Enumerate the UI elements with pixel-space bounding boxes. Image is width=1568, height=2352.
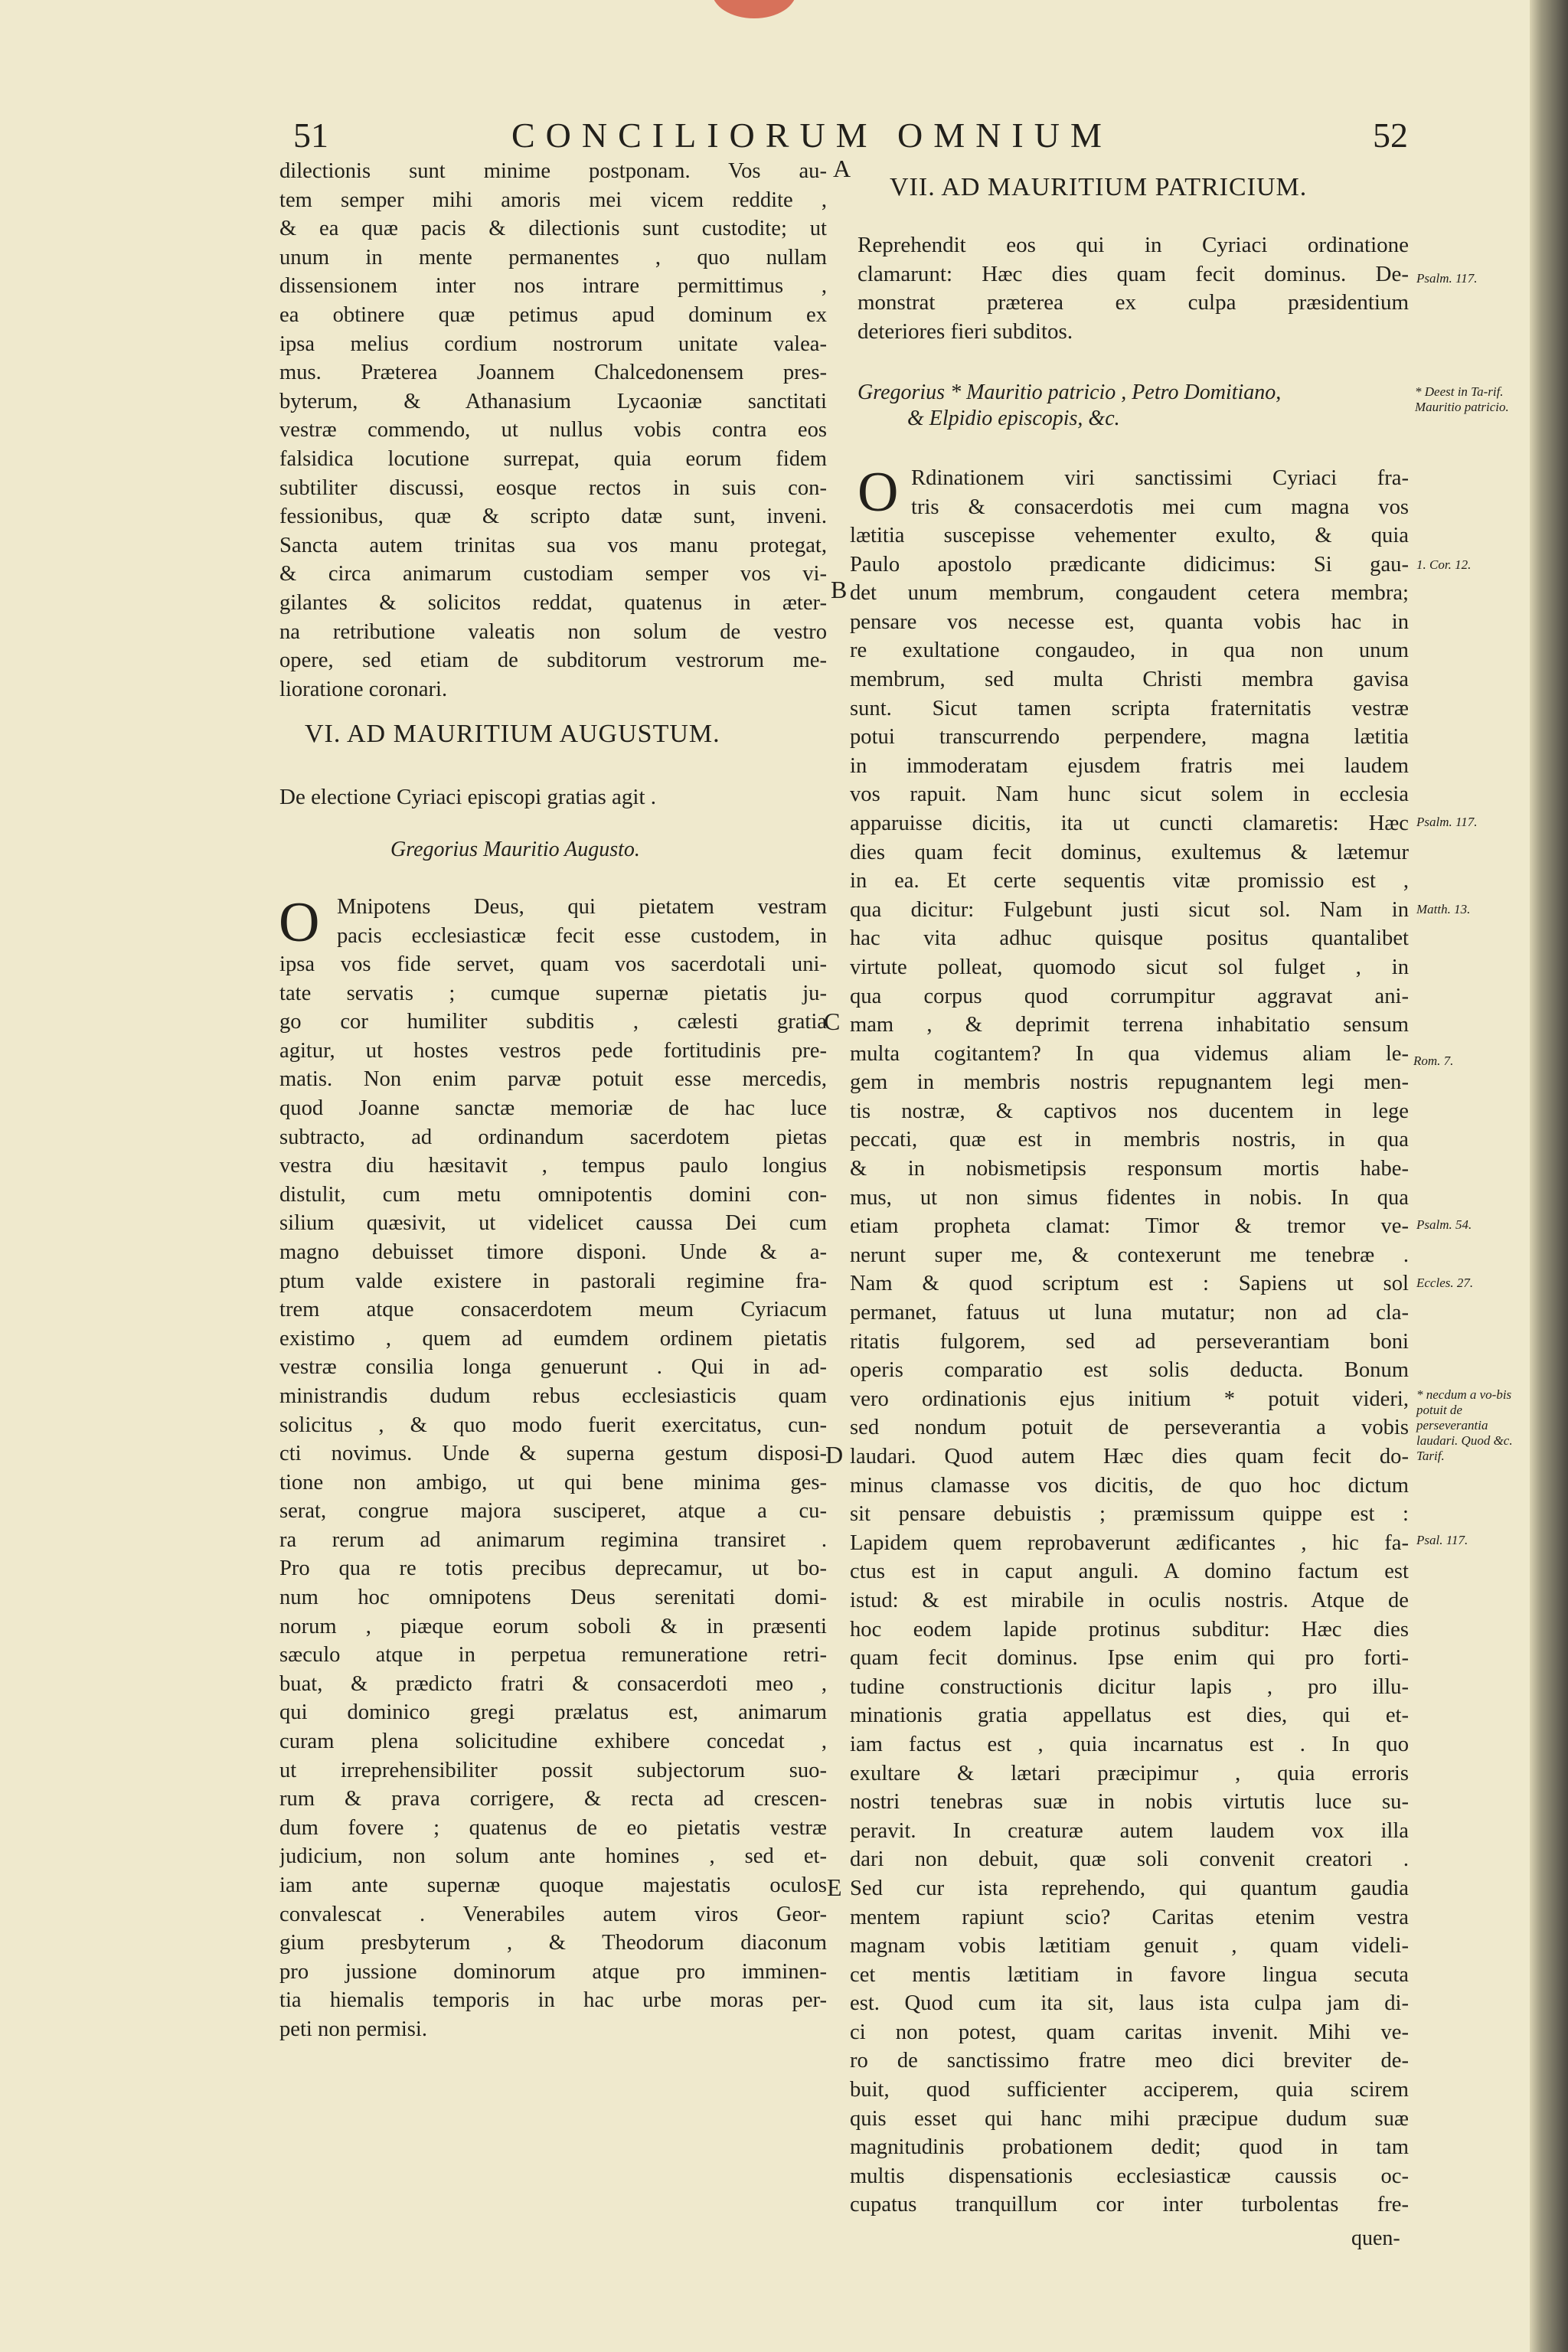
text-line: iam factus est , quia incarnatus est . In quo	[850, 1732, 1409, 1756]
text-line: vestræ commendo, ut nullus vobis contra eos	[279, 418, 827, 443]
text-line: tudine constructionis dicitur lapis , pro illu-	[850, 1674, 1409, 1699]
text-line: laudari. Quod autem Hæc dies quam fecit do-	[850, 1445, 1409, 1468]
right-body-text	[850, 521, 1409, 2220]
text-line: iam ante supernæ quoque majestatis oculos	[279, 1873, 827, 1897]
text-line: det unum membrum, congaudent cetera membra;	[850, 581, 1409, 606]
text-line: istud: & est mirabile in oculis nostris. Atque de	[850, 1588, 1409, 1612]
section-letter-a: A	[833, 155, 851, 182]
text-line: tis nostræ, & captivos nos ducentem in lege	[850, 1099, 1409, 1123]
text-line: lætitia suscepisse vehementer exulto, & quia	[850, 524, 1409, 547]
text-line: vero ordinationis ejus initium * potuit videri,	[850, 1387, 1409, 1411]
text-line: gem in membris nostris repugnantem legi men-	[850, 1070, 1409, 1095]
text-line: hac vita adhuc quisque positus quantalibet	[850, 926, 1409, 951]
text-line: & in nobismetipsis responsum mortis habe-	[850, 1157, 1409, 1181]
text-line: serat, congrue majora susciperet, atque a cu-	[279, 1499, 827, 1524]
page-number-left: 51	[293, 116, 328, 155]
book-page-edge	[1530, 0, 1568, 2352]
text-line: existimo , quem ad eumdem ordinem pietatis	[279, 1326, 827, 1351]
text-line: ea obtinere quæ petimus apud dominum ex	[279, 302, 827, 327]
text-line: Sed cur ista reprehendo, qui quantum gaudia	[850, 1876, 1409, 1900]
text-line: vestræ consilia longa genuerunt . Qui in ad-	[279, 1355, 827, 1380]
margin-note: * Deest in Ta-rif. Mauritio patricio.	[1415, 384, 1509, 414]
text-line: virtute polleat, quomodo sicut sol fulget , in	[850, 955, 1409, 979]
text-line: qua dicitur: Fulgebunt justi sicut sol. Nam in	[850, 897, 1409, 922]
section-letter-d: D	[825, 1441, 844, 1468]
text-line: tris & consacerdotis mei cum magna vos	[911, 495, 1409, 519]
text-line: exultare & lætari præcipimur , quia erroris	[850, 1761, 1409, 1785]
text-line: ci non potest, quam caritas invenit. Mihi ve-	[850, 2020, 1409, 2044]
running-title: CONCILIORUM OMNIUM	[511, 116, 1112, 155]
text-line: opere, sed etiam de subditorum vestrorum me-	[279, 648, 827, 673]
text-line: ro de sanctissimo fratre meo dici breviter de-	[850, 2049, 1409, 2073]
left-letter-address: Gregorius Mauritio Augusto.	[390, 838, 640, 861]
text-line: ut irreprehensibiliter possit subjectorum suo-	[279, 1758, 827, 1782]
text-line: minus clamasse vos dicitis, de quo hoc dictum	[850, 1473, 1409, 1498]
margin-note: Eccles. 27.	[1416, 1276, 1474, 1290]
text-line: Sancta autem trinitas sua vos manu protegat,	[279, 533, 827, 557]
text-line: quis esset qui hanc mihi præcipue dudum suæ	[850, 2106, 1409, 2131]
text-line: buat, & prædicto fratri & consacerdoti meo ,	[279, 1671, 827, 1696]
right-letter-summary	[858, 231, 1409, 346]
text-line: vestra diu hæsitavit , tempus paulo longius	[279, 1154, 827, 1178]
text-line: subtracto, ad ordinandum sacerdotem pietas	[279, 1125, 827, 1149]
text-line: byterum, & Athanasium Lycaoniæ sanctitati	[279, 389, 827, 413]
text-line: Mnipotens Deus, qui pietatem vestram	[337, 895, 827, 919]
text-line: peti non permisi.	[279, 2017, 427, 2041]
section-letter-c: C	[824, 1008, 841, 1035]
text-line: quam fecit dominus. Ipse enim qui pro forti-	[850, 1646, 1409, 1671]
text-line: cupatus tranquillum cor inter turbolentas fre-	[850, 2193, 1409, 2217]
margin-note: Psalm. 54.	[1416, 1217, 1472, 1232]
text-line: mus, ut non simus fidentes in nobis. In qua	[850, 1185, 1409, 1210]
text-line: dissensionem inter nos intrare permittimus ,	[279, 274, 827, 299]
text-line: sunt. Sicut tamen scripta fraternitatis vestræ	[850, 696, 1409, 720]
text-line: dies quam fecit dominus, exultemus & lætemur	[850, 840, 1409, 864]
text-line: monstrat præterea ex culpa præsidentium	[858, 290, 1409, 315]
text-line: matis. Non enim parvæ potuit esse mercedis,	[279, 1067, 827, 1092]
section-letter-e: E	[827, 1873, 842, 1901]
text-line: multa cogitantem? In qua videmus aliam le-	[850, 1041, 1409, 1066]
text-line: magnam vobis lætitiam genuit , quam videli-	[850, 1934, 1409, 1958]
text-line: magno debuisset timore disponi. Unde & a-	[279, 1240, 827, 1264]
text-line: Pro qua re totis precibus deprecamur, ut bo-	[279, 1557, 827, 1581]
text-line: dilectionis sunt minime postponam. Vos au-	[279, 159, 827, 183]
text-line: cet mentis lætitiam in favore lingua secuta	[850, 1962, 1409, 1987]
text-line: mam , & deprimit terrena inhabitatio sensum	[850, 1013, 1409, 1037]
text-line: in immoderatam ejusdem fratris mei laudem	[850, 753, 1409, 778]
text-line: mentem rapiunt scio? Caritas etenim vestra	[850, 1905, 1409, 1929]
text-line: ministrandis dudum rebus ecclesiasticis quam	[279, 1383, 827, 1408]
text-line: falsidica locutione surrepat, quia eorum fidem	[279, 446, 827, 471]
right-letter-address-line-2: & Elpidio episcopis, &c.	[907, 407, 1120, 430]
text-line: Nam & quod scriptum est : Sapiens ut sol	[850, 1272, 1409, 1296]
text-line: buit, quod sufficienter acciperem, quia scirem	[850, 2078, 1409, 2102]
text-line: judicium, non solum ante homines , sed et-	[279, 1844, 827, 1869]
text-line: re exultatione congaudeo, in qua non unum	[850, 639, 1409, 663]
text-line: permanet, fatuus ut luna mutatur; non ad cla-	[850, 1301, 1409, 1325]
text-line: silium quæsivit, ut videlicet caussa Dei cum	[279, 1211, 827, 1236]
left-body-opening	[337, 893, 827, 950]
text-line: na retributione valeatis non solum de vestro	[279, 619, 827, 644]
right-letter-heading: VII. AD MAURITIUM PATRICIUM.	[890, 173, 1308, 201]
text-line: Rdinationem viri sanctissimi Cyriaci fra-	[911, 466, 1409, 490]
text-line: & circa animarum custodiam semper vos vi-	[279, 562, 827, 586]
text-line: nostri tenebras suæ in nobis virtutis luce su-	[850, 1790, 1409, 1815]
text-line: minationis gratia appellatus est dies, qui et-	[850, 1704, 1409, 1728]
text-line: apparuisse dicitis, ita ut cuncti clamaretis: Hæc	[850, 811, 1409, 835]
text-line: rum & prava corrigere, & recta ad crescen-	[279, 1787, 827, 1811]
text-line: ipsa melius cordium nostrorum unitate valea-	[279, 332, 827, 356]
text-line: hoc eodem lapide protinus subditur: Hæc dies	[850, 1617, 1409, 1642]
text-line: peccati, quæ est in membris nostris, in qua	[850, 1128, 1409, 1152]
text-line: solicitus , & quo modo fuerit exercitatus, cun-	[279, 1413, 827, 1437]
text-line: Lapidem quem reprobaverunt ædificantes , hic fa-	[850, 1530, 1409, 1555]
left-body-text	[279, 950, 827, 2044]
text-line: trem atque consacerdotem meum Cyriacum	[279, 1298, 827, 1322]
text-line: mus. Præterea Joannem Chalcedonensem pres-	[279, 361, 827, 385]
text-line: curam plena solicitudine exhibere concedat ,	[279, 1730, 827, 1754]
text-line: tate servatis ; cumque supernæ pietatis ju-	[279, 981, 827, 1005]
text-line: multis dispensationis ecclesiasticæ caussis oc-	[850, 2164, 1409, 2188]
text-line: ritatis fulgorem, sed ad perseverantiam boni	[850, 1329, 1409, 1354]
margin-note: * necdum a vo-bis potuit de perseverantia laudari. Quod &c. Tarif.	[1416, 1387, 1513, 1463]
text-line: pro jussione dominorum atque pro imminen-	[279, 1959, 827, 1984]
margin-note: Psal. 117.	[1416, 1533, 1468, 1547]
text-line: nerunt super me, & contexerunt me tenebræ .	[850, 1243, 1409, 1267]
text-line: ptum valde existere in pastorali regimine fra-	[279, 1269, 827, 1293]
text-line: deteriores fieri subditos.	[858, 318, 1073, 344]
right-drop-cap: O	[858, 461, 899, 524]
text-line: Paulo apostolo prædicante didicimus: Si gau-	[850, 552, 1409, 577]
text-line: vos rapuit. Nam hunc sicut solem in ecclesia	[850, 782, 1409, 807]
text-line: agitur, ut hostes vestros pede fortitudinis pre-	[279, 1038, 827, 1063]
text-line: pensare vos necesse est, quanta vobis hac in	[850, 609, 1409, 634]
text-line: sit pensare debuistis ; præmissum quippe est :	[850, 1502, 1409, 1527]
text-line: in ea. Et certe sequentis vitæ promissio est ,	[850, 869, 1409, 893]
margin-note: Psalm. 117.	[1416, 271, 1478, 286]
text-line: & ea quæ pacis & dilectionis sunt custodite; ut	[279, 217, 827, 241]
text-line: est. Quod cum ita sit, laus ista culpa jam di-	[850, 1991, 1409, 2016]
right-body-opening	[911, 464, 1409, 521]
text-line: operis comparatio est solis deducta. Bonum	[850, 1358, 1409, 1383]
text-line: convalescat . Venerabiles autem viros Geor-	[279, 1902, 827, 1926]
text-line: quod Joanne sanctæ memoriæ de hac luce	[279, 1096, 827, 1120]
text-line: magnitudinis probationem dedit; quod in tam	[850, 2135, 1409, 2160]
catchword: quen-	[1351, 2226, 1400, 2250]
text-line: ra rerum ad animarum regimina transiret .	[279, 1527, 827, 1552]
margin-note: Matth. 13.	[1416, 902, 1471, 916]
text-line: sed nondum potuit de perseverantia a vobis	[850, 1416, 1409, 1440]
section-letter-b: B	[831, 576, 848, 603]
text-line: Reprehendit eos qui in Cyriaci ordinatione	[858, 233, 1409, 257]
text-line: ctus est in caput anguli. A domino factum est	[850, 1560, 1409, 1584]
text-line: qua corpus quod corrumpitur aggravat ani-	[850, 984, 1409, 1008]
text-line: membrum, sed multa Christi membra gavisa	[850, 667, 1409, 691]
text-line: norum , piæque eorum soboli & in præsenti	[279, 1614, 827, 1638]
text-line: dum fovere ; quatenus de eo pietatis vestræ	[279, 1815, 827, 1840]
text-line: tia hiemalis temporis in hac urbe moras per-	[279, 1988, 827, 2013]
text-line: go cor humiliter subditis , cælesti gratia	[279, 1010, 827, 1034]
left-letter-summary: De electione Cyriaci episcopi gratias agit .	[279, 785, 657, 809]
margin-note: Rom. 7.	[1413, 1054, 1454, 1068]
text-line: etiam propheta clamat: Timor & tremor ve-	[850, 1214, 1409, 1239]
margin-note: 1. Cor. 12.	[1416, 557, 1472, 572]
text-line: unum in mente permanentes , quo nullam	[279, 245, 827, 270]
text-line: peravit. In creaturæ autem laudem vox illa	[850, 1818, 1409, 1843]
margin-note: Psalm. 117.	[1416, 815, 1478, 829]
text-line: subtiliter discussi, eosque rectos in suis con-	[279, 475, 827, 500]
page-number-right: 52	[1373, 116, 1408, 155]
left-column-top-text	[279, 157, 827, 704]
text-line: cti novimus. Unde & superna gestum disposi-	[279, 1442, 827, 1466]
text-line: qui dominico gregi prælatus est, animarum	[279, 1700, 827, 1725]
text-line: sæculo atque in perpetua remuneratione retri-	[279, 1643, 827, 1668]
text-line: pacis ecclesiasticæ fecit esse custodem, in	[337, 923, 827, 948]
text-line: lioratione coronari.	[279, 677, 448, 701]
text-line: num hoc omnipotens Deus serenitati domi-	[279, 1586, 827, 1610]
red-tab-mark	[712, 0, 796, 18]
right-letter-address-line-1: Gregorius * Mauritio patricio , Petro Domitiano,	[858, 381, 1282, 404]
text-line: gilantes & solicitos reddat, quatenus in æter-	[279, 590, 827, 615]
text-line: gium presbyterum , & Theodorum diaconum	[279, 1931, 827, 1955]
text-line: clamarunt: Hæc dies quam fecit dominus. De-	[858, 261, 1409, 286]
text-line: tione non ambigo, ut qui bene minima ges-	[279, 1470, 827, 1494]
text-line: ipsa vos fide servet, quam vos sacerdotali uni-	[279, 952, 827, 976]
text-line: tem semper mihi amoris mei vicem reddite ,	[279, 188, 827, 212]
left-letter-heading: VI. AD MAURITIUM AUGUSTUM.	[305, 720, 720, 748]
text-line: dari non debuit, quæ soli convenit creatori .	[850, 1847, 1409, 1872]
left-drop-cap: O	[279, 891, 320, 954]
text-line: potui transcurrendo perpendere, magna lætitia	[850, 725, 1409, 750]
text-line: fessionibus, quæ & scripto datæ sunt, inveni.	[279, 505, 827, 529]
text-line: distulit, cum metu omnipotentis domini con-	[279, 1182, 827, 1207]
